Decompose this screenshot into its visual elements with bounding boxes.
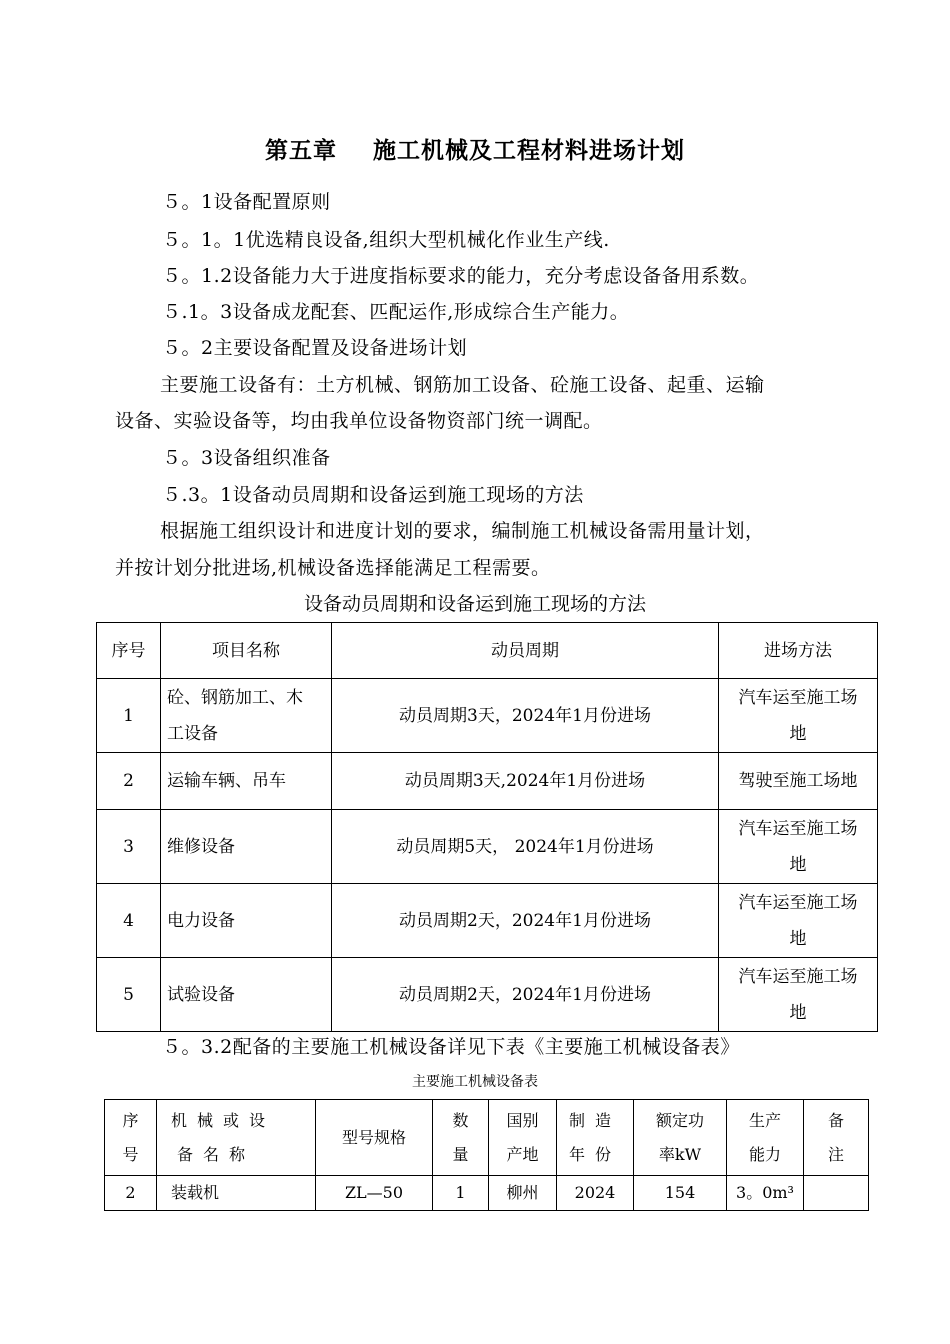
table-row (97, 958, 878, 1032)
row-no: 4 (97, 884, 161, 958)
cell-name: 装载机 (157, 1176, 316, 1211)
header-capacity: 生产 能力 (727, 1100, 804, 1176)
cell-year: 2024 (557, 1176, 634, 1211)
row-period: 动员周期2天，2024年1月份进场 (332, 884, 719, 958)
section-5-1-3: ５.1。3设备成龙配套、匹配运作,形成综合生产能力。 (162, 301, 630, 323)
header-qty: 数 量 (433, 1100, 489, 1176)
section-5-1-1: ５。1。1优选精良设备,组织大型机械化作业生产线. (162, 229, 610, 251)
header-remark: 备 注 (804, 1100, 869, 1176)
table-row (97, 679, 878, 753)
header-origin: 国别 产地 (489, 1100, 557, 1176)
paragraph-equipment-line2: 设备、实验设备等，均由我单位设备物资部门统一调配。 (115, 410, 603, 432)
row-no: 5 (97, 958, 161, 1032)
header-power: 额定功 率kW (634, 1100, 727, 1176)
header-period: 动员周期 (332, 623, 719, 679)
cell-model: ZL—50 (316, 1176, 433, 1211)
cell-remark (804, 1176, 869, 1211)
header-name: 机械或设 备名称 (157, 1100, 316, 1176)
table-row (97, 884, 878, 958)
section-5-2: ５。2主要设备配置及设备进场计划 (162, 337, 468, 359)
table-row (97, 753, 878, 810)
cell-no: 2 (105, 1176, 157, 1211)
row-method: 汽车运至施工场 地 (719, 810, 878, 884)
cell-qty: 1 (433, 1176, 489, 1211)
table-header-row (105, 1100, 869, 1176)
paragraph-equipment-line1: 主要施工设备有：土方机械、钢筋加工设备、砼施工设备、起重、运输 (160, 374, 765, 396)
row-method: 汽车运至施工场 地 (719, 958, 878, 1032)
table2-caption: 主要施工机械设备表 (412, 1074, 538, 1090)
header-method: 进场方法 (719, 623, 878, 679)
row-no: 1 (97, 679, 161, 753)
header-name: 项目名称 (161, 623, 332, 679)
row-no: 3 (97, 810, 161, 884)
page-title: 第五章 施工机械及工程材料进场计划 (264, 138, 686, 164)
cell-capacity: 3。0m³ (727, 1176, 804, 1211)
row-method: 汽车运至施工场 地 (719, 679, 878, 753)
table-row (105, 1176, 869, 1211)
header-no: 序号 (97, 623, 161, 679)
row-name: 试验设备 (161, 958, 332, 1032)
row-period: 动员周期5天， 2024年1月份进场 (332, 810, 719, 884)
row-name: 砼、钢筋加工、木 工设备 (161, 679, 332, 753)
section-5-1-2: ５。1.2设备能力大于进度指标要求的能力，充分考虑设备备用系数。 (162, 265, 760, 287)
table-header-row (97, 623, 878, 679)
row-period: 动员周期2天，2024年1月份进场 (332, 958, 719, 1032)
section-5-3-2: ５。3.2配备的主要施工机械设备详见下表《主要施工机械设备表》 (162, 1036, 740, 1058)
header-year: 制造 年份 (557, 1100, 634, 1176)
section-5-3-1: ５.3。1设备动员周期和设备运到施工现场的方法 (162, 484, 584, 506)
header-model: 型号规格 (316, 1100, 433, 1176)
machinery-table (104, 1099, 869, 1211)
row-name: 电力设备 (161, 884, 332, 958)
table1-caption: 设备动员周期和设备运到施工现场的方法 (303, 593, 646, 615)
row-method: 驾驶至施工场地 (719, 753, 878, 810)
row-method: 汽车运至施工场 地 (719, 884, 878, 958)
row-name: 运输车辆、吊车 (161, 753, 332, 810)
mobilization-table (96, 622, 878, 1032)
section-5-1: ５。1设备配置原则 (162, 191, 331, 213)
row-no: 2 (97, 753, 161, 810)
table-row (97, 810, 878, 884)
header-no: 序 号 (105, 1100, 157, 1176)
section-5-3: ５。3设备组织准备 (162, 447, 331, 469)
paragraph-plan-line2: 并按计划分批进场,机械设备选择能满足工程需要。 (115, 557, 551, 579)
row-period: 动员周期3天,2024年1月份进场 (332, 753, 719, 810)
cell-power: 154 (634, 1176, 727, 1211)
paragraph-plan-line1: 根据施工组织设计和进度计划的要求，编制施工机械设备需用量计划， (160, 520, 765, 542)
row-name: 维修设备 (161, 810, 332, 884)
cell-origin: 柳州 (489, 1176, 557, 1211)
row-period: 动员周期3天，2024年1月份进场 (332, 679, 719, 753)
